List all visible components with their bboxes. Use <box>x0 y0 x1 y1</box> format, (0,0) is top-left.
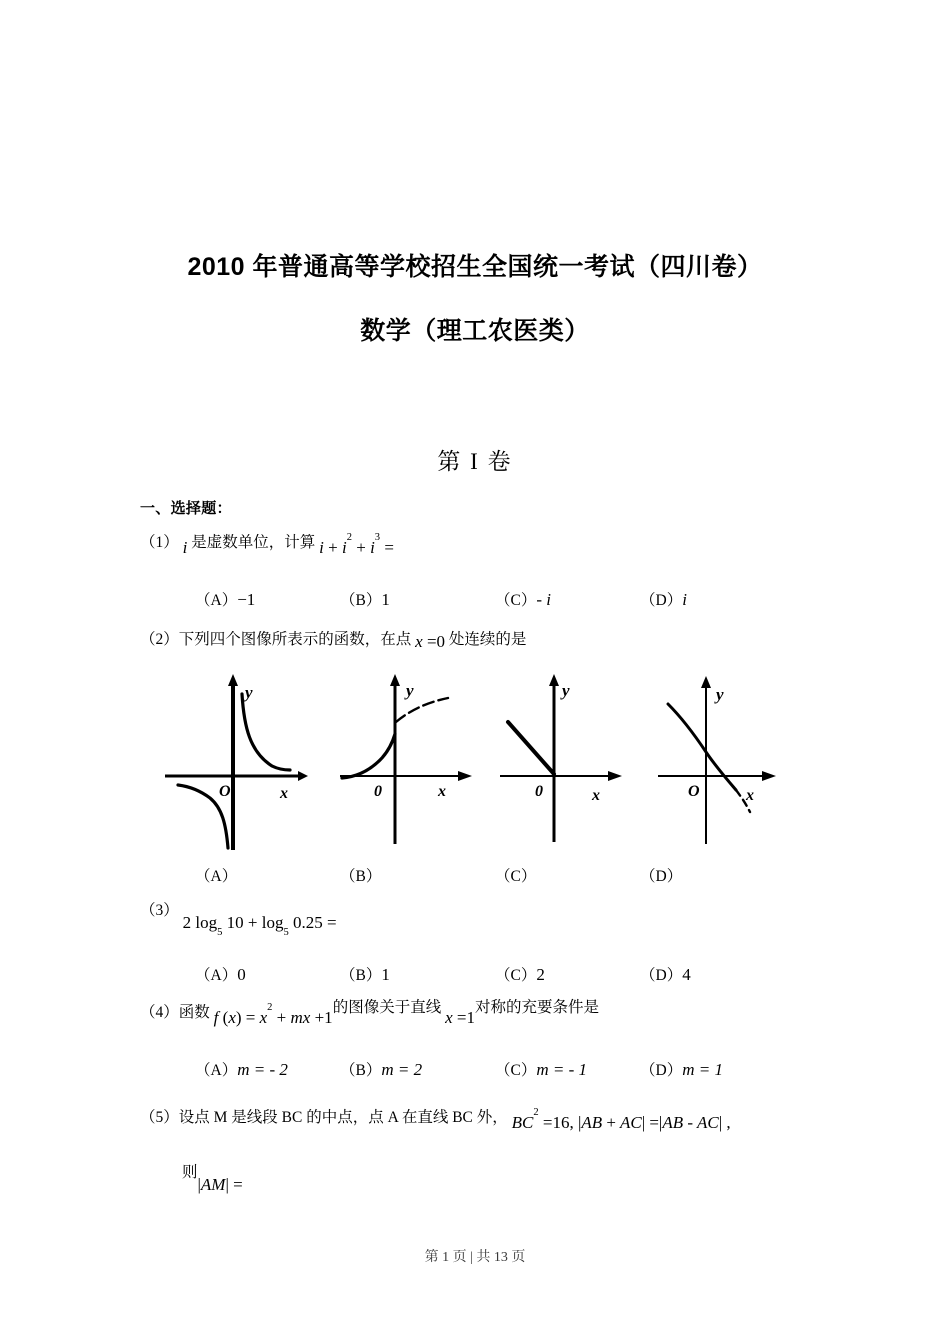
graph-a-svg <box>160 672 310 857</box>
graph-d-svg <box>650 672 800 857</box>
graph-c-x-label: x <box>592 787 600 804</box>
page-title-line-2: 数学（理工农医类） <box>360 317 590 345</box>
graph-c <box>492 672 642 857</box>
question-4-number: （4） <box>140 1004 179 1021</box>
question-4-math-2: x =1 <box>445 1008 475 1027</box>
graph-b <box>332 672 482 857</box>
question-5-conclusion <box>140 1164 840 1194</box>
graph-a-y-label: y <box>245 683 253 702</box>
graph-d-x-label: x <box>746 787 754 804</box>
question-2-text-1: 下列四个图像所表示的函数，在点 <box>178 631 412 648</box>
graph-label-d: （D） <box>640 868 683 885</box>
graph-a-origin-label: O <box>219 783 231 800</box>
page-title-line-1: 2010 年普通高等学校招生全国统一考试（四川卷） <box>187 253 763 281</box>
question-4-text-2: 的图像关于直线 <box>332 999 442 1016</box>
question-4-option-c[interactable]: （C）m = - 1 <box>495 1060 588 1079</box>
graph-label-c: （C） <box>495 868 537 885</box>
question-1 <box>140 531 840 557</box>
graph-label-b: （B） <box>340 868 382 885</box>
question-3 <box>140 902 840 939</box>
question-2 <box>140 628 840 649</box>
question-3-number: （3） <box>140 902 179 919</box>
question-5-math-1: $BC^2 =16$, |AB + AC| =|AB - AC| , <box>511 1106 731 1132</box>
question-5-number: （5） <box>140 1109 179 1126</box>
graph-label-a: （A） <box>195 868 238 885</box>
graph-d-y-label: y <box>716 685 724 704</box>
question-1-math-1: i <box>182 538 188 557</box>
question-5-text-2: 则 <box>182 1164 198 1181</box>
graph-b-x-label: x <box>438 783 446 800</box>
question-5 <box>140 1106 840 1132</box>
question-4-text-3: 对称的充要条件是 <box>474 999 599 1016</box>
question-3-option-b[interactable]: （B）1 <box>340 965 390 984</box>
question-2-math-1: x =0 <box>415 632 446 651</box>
question-1-option-c[interactable]: （C）- i <box>495 590 551 609</box>
question-4-option-b[interactable]: （B）m = 2 <box>340 1060 423 1079</box>
question-3-option-c[interactable]: （C）2 <box>495 965 545 984</box>
graph-d-origin-label: O <box>688 783 700 800</box>
question-4 <box>140 999 840 1027</box>
graph-b-y-label: y <box>406 681 414 700</box>
question-4-text-1: 函数 <box>178 1004 210 1021</box>
question-4-math-1: f $(x) = x^2$ + mx +1 <box>213 1001 333 1027</box>
question-4-option-a[interactable]: （A）m = - 2 <box>195 1060 288 1079</box>
volume-heading: 第 I 卷 <box>437 449 513 474</box>
question-2-graph-labels <box>140 864 860 890</box>
question-2-graph-strip <box>150 672 830 857</box>
question-3-math-1: 2 $\log_5 10 + \log_5 0.25$ = <box>182 913 337 939</box>
graph-a-x-label: x <box>280 785 288 802</box>
question-1-text-1: 是虚数单位，计算 <box>191 534 316 551</box>
graph-b-svg <box>332 672 482 857</box>
graph-c-svg <box>492 672 642 857</box>
question-1-option-b[interactable]: （B）1 <box>340 590 390 609</box>
question-3-option-d[interactable]: （D）4 <box>640 965 691 984</box>
graph-c-origin-label: 0 <box>535 783 543 800</box>
question-1-option-d[interactable]: （D）i <box>640 590 687 609</box>
section-heading: 一、选择题： <box>140 500 232 517</box>
question-1-math-2: $i + i^2 + i^3$ = <box>319 531 394 557</box>
question-1-option-a[interactable]: （A）−1 <box>195 590 256 609</box>
question-5-math-2: |AM| = <box>197 1175 243 1194</box>
question-1-number: （1） <box>140 534 179 551</box>
question-5-text-1: 设点 M 是线段 BC 的中点，点 A 在直线 BC 外， <box>178 1109 508 1126</box>
question-2-text-2: 处连续的是 <box>448 631 527 648</box>
graph-d <box>650 672 800 857</box>
question-3-option-a[interactable]: （A）0 <box>195 965 246 984</box>
graph-b-origin-label: 0 <box>374 783 382 800</box>
question-4-option-d[interactable]: （D）m = 1 <box>640 1060 723 1079</box>
graph-a <box>160 672 310 857</box>
page-footer: 第 1 页 | 共 13 页 <box>424 1250 526 1265</box>
graph-c-y-label: y <box>562 681 570 700</box>
question-2-number: （2） <box>140 631 179 648</box>
